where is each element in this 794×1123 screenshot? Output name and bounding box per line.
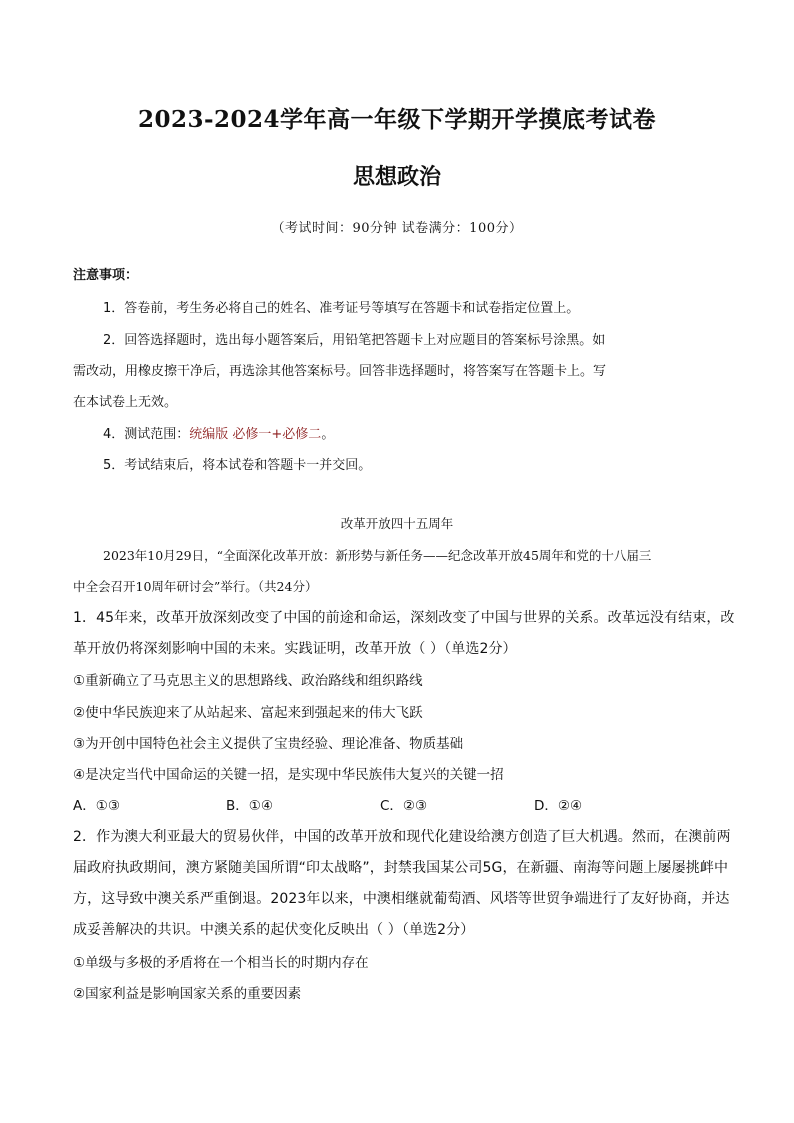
- section-title: 改革开放四十五周年: [340, 516, 454, 531]
- section-intro-line1: 2023年10月29日，“全面深化改革开放：新形势与新任务——纪念改革开放45周年和党的十八届三: [103, 548, 652, 563]
- question-1-choice-a: A．①③: [73, 798, 120, 814]
- notice-item-4: [103, 423, 334, 442]
- question-2-line2: 届政府执政期间，澳方紧随美国所谓“印太战略”，封禁我国某公司5G，在新疆、南海等问题上屡屡挑衅中: [73, 860, 729, 876]
- section-intro-line2: 中全会召开10周年研讨会”举行。（共24分）: [73, 579, 318, 594]
- test-scope: 统编版 必修一+必修二: [189, 427, 322, 442]
- question-1-choice-d: D．②④: [534, 798, 583, 814]
- notice-heading: 注意事项：: [73, 268, 139, 283]
- notice-item-2-line2: 需改动，用橡皮擦干净后，再选涂其他答案标号。回答非选择题时，将答案写在答题卡上。写: [73, 364, 607, 379]
- notice-item-2-line1: 2．回答选择题时，选出每小题答案后，用铅笔把答题卡上对应题目的答案标号涂黑。如: [103, 333, 606, 348]
- question-2-line4: 成妥善解决的共识。中澳关系的起伏变化反映出（ ）（单选2分）: [73, 922, 475, 938]
- exam-info: （考试时间：90分钟 试卷满分：100分）: [271, 221, 523, 236]
- question-2-line1: 2．作为澳大利亚最大的贸易伙伴，中国的改革开放和现代化建设给澳方创造了巨大机遇。然而，在澳前两: [73, 829, 731, 845]
- notice-item-5: 5．考试结束后，将本试卷和答题卡一并交回。: [103, 458, 372, 473]
- question-2-line3: 方，这导致中澳关系严重倒退。2023年以来，中澳相继就葡萄酒、风塔等世贸争端进行了友好协商，并达: [73, 891, 730, 907]
- exam-title: 2023-2024学年高一年级下学期开学摸底考试卷: [137, 106, 657, 133]
- notice-item-4-suffix: 。: [321, 427, 335, 442]
- question-1-option-1: ①重新确立了马克思主义的思想路线、政治路线和组织路线: [73, 673, 423, 689]
- question-2-option-1: ①单级与多极的矛盾将在一个相当长的时期内存在: [73, 955, 369, 971]
- subject-title: 思想政治: [352, 164, 441, 190]
- question-1-option-3: ③为开创中国特色社会主义提供了宝贵经验、理论准备、物质基础: [73, 736, 464, 752]
- question-2-option-2: ②国家利益是影响国家关系的重要因素: [73, 986, 302, 1002]
- notice-item-1: 1．答卷前，考生务必将自己的姓名、准考证号等填写在答题卡和试卷指定位置上。: [103, 301, 580, 316]
- question-1-choice-c: C．②③: [380, 798, 428, 814]
- question-1-option-2: ②使中华民族迎来了从站起来、富起来到强起来的伟大飞跃: [73, 705, 423, 721]
- question-1-choice-b: B．①④: [226, 798, 273, 814]
- question-1-line2: 革开放仍将深刻影响中国的未来。实践证明，改革开放（ ）（单选2分）: [73, 641, 517, 657]
- question-1-line1: 1．45年来，改革开放深刻改变了中国的前途和命运，深刻改变了中国与世界的关系。改革远没有结束，改: [73, 610, 735, 626]
- notice-item-4-prefix: 4．测试范围：: [103, 427, 190, 442]
- notice-item-2-line3: 在本试卷上无效。: [73, 395, 178, 410]
- question-1-option-4: ④是决定当代中国命运的关键一招，是实现中华民族伟大复兴的关键一招: [73, 767, 504, 783]
